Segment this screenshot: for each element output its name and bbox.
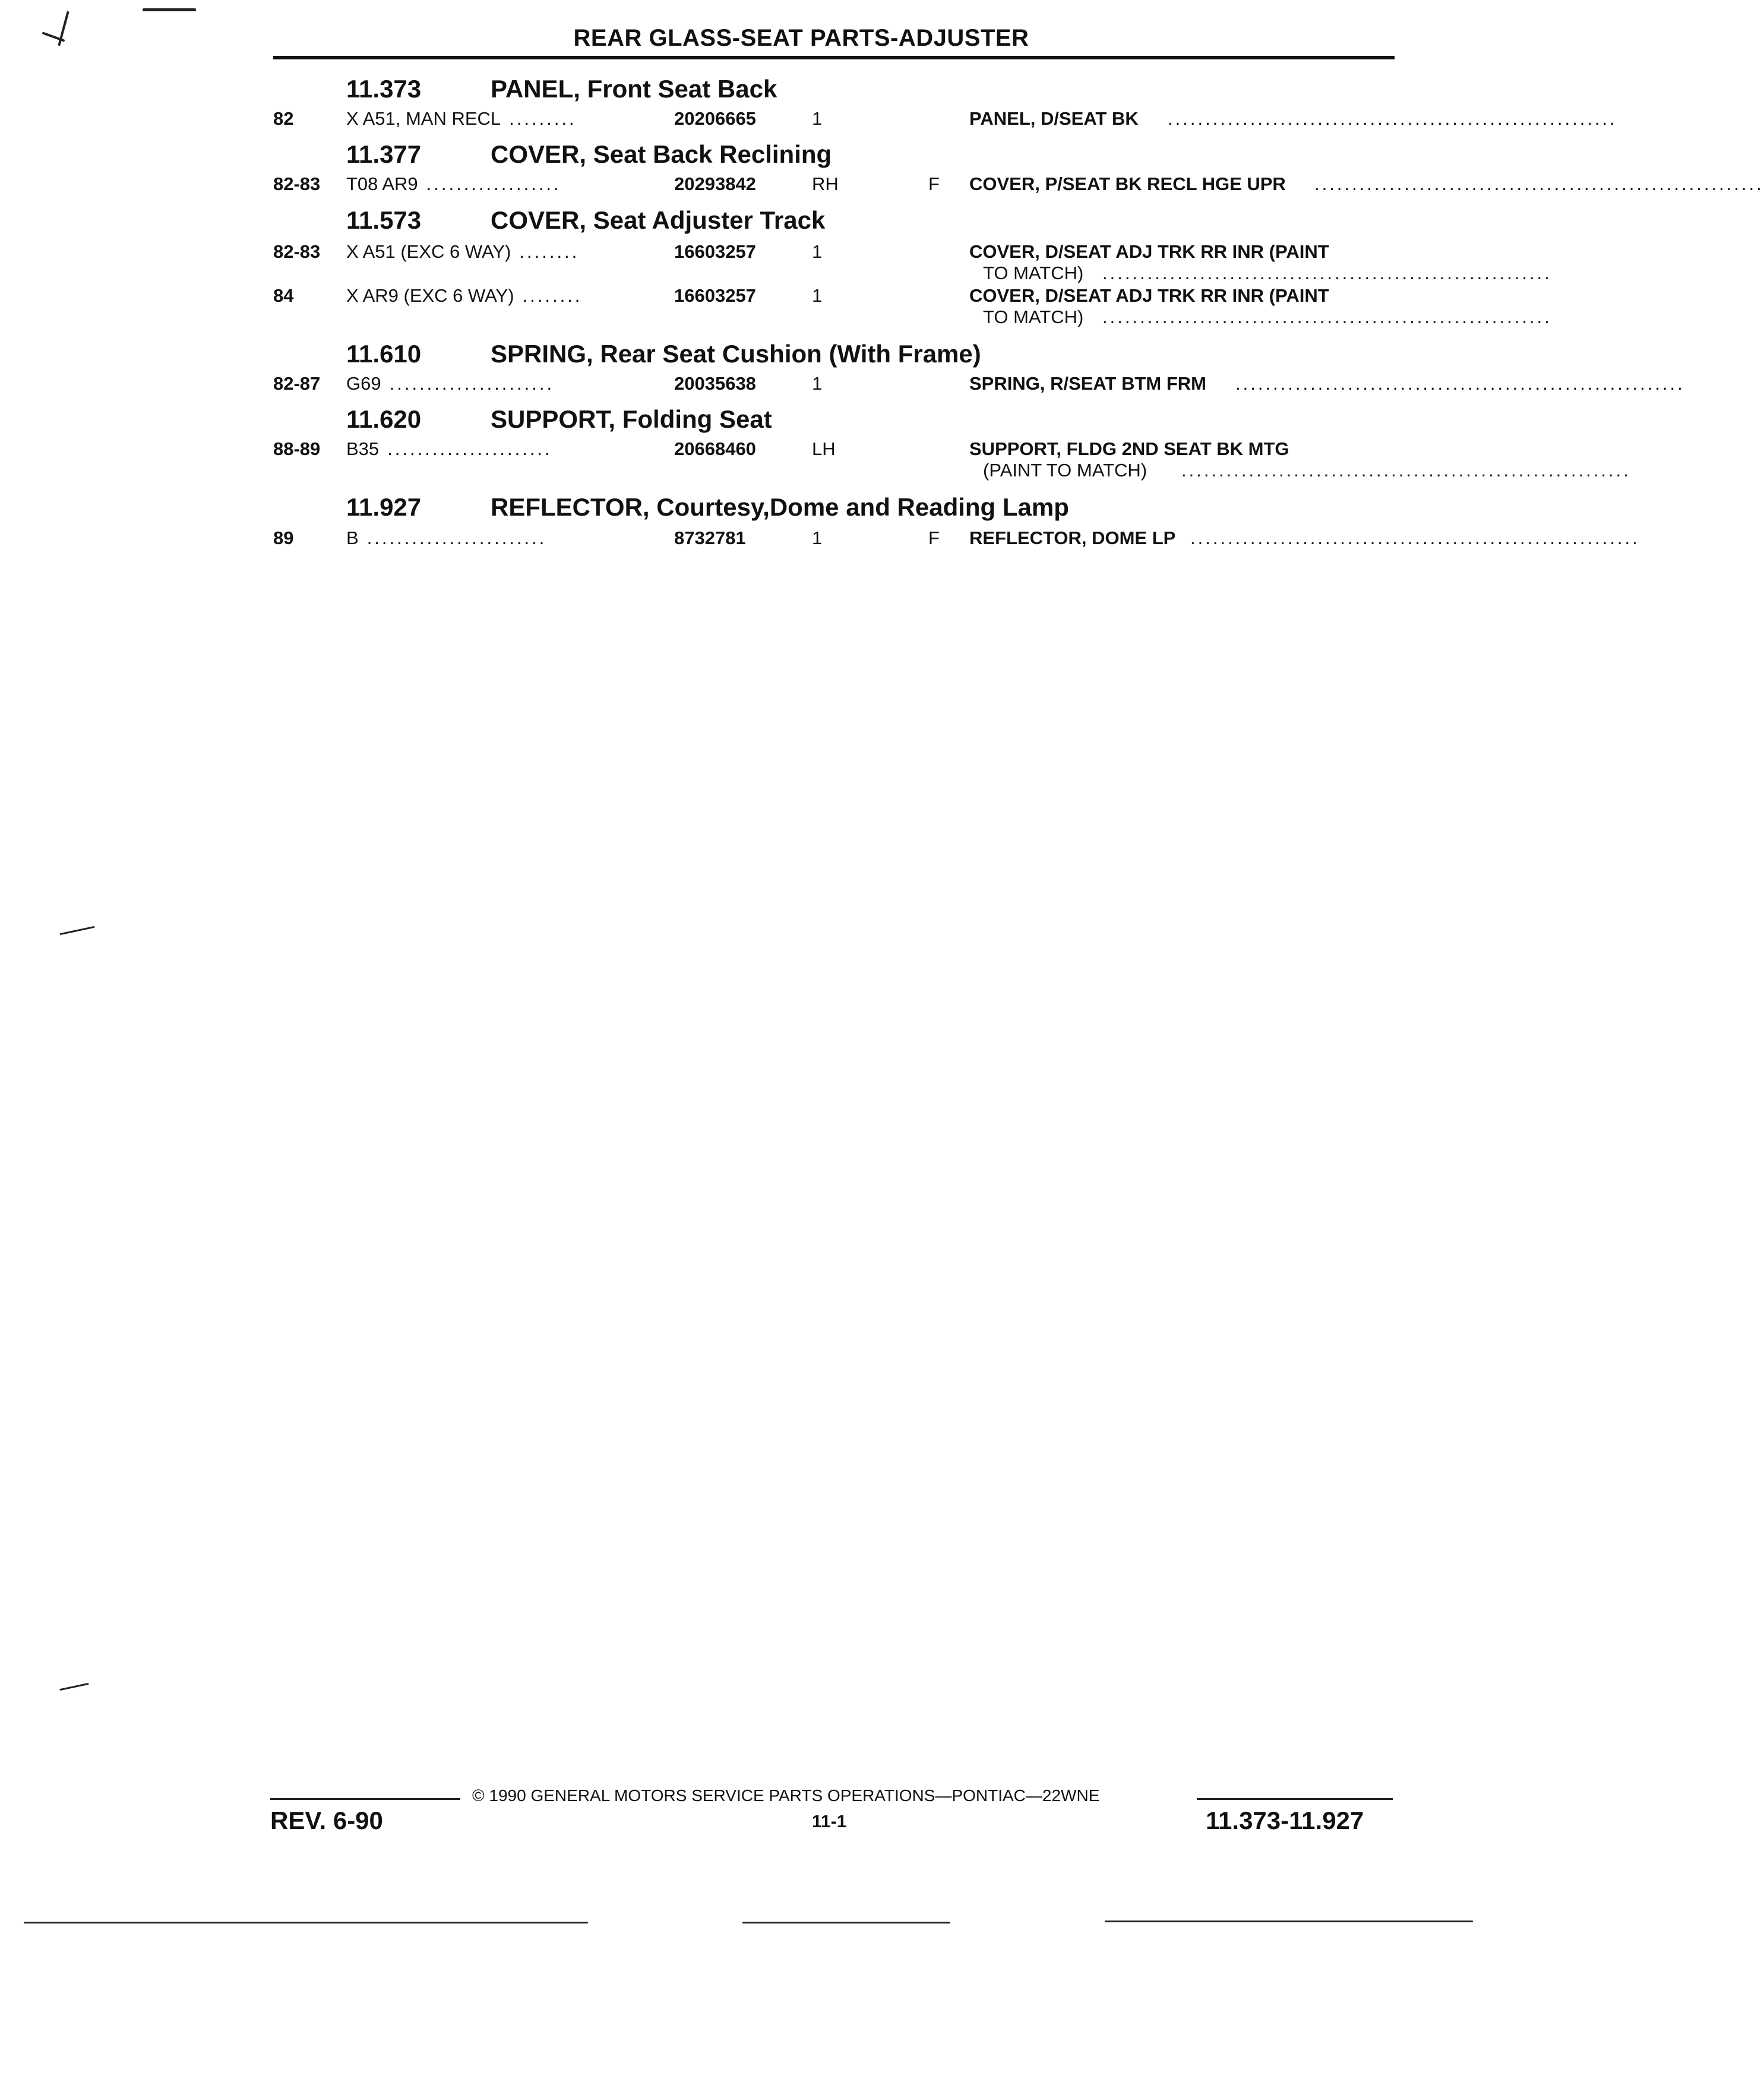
row-description: SPRING, R/SEAT BTM FRM (969, 373, 1206, 394)
section-number: 11.377 (346, 140, 422, 168)
scan-mark (59, 926, 94, 935)
row-years: 88-89 (273, 438, 321, 459)
row-model (346, 438, 661, 460)
row-part-number: 20035638 (674, 373, 756, 394)
footer-range: 11.373-11.927 (1206, 1806, 1364, 1834)
row-description: COVER, D/SEAT ADJ TRK RR INR (PAINT (969, 285, 1329, 306)
row-desc-leader: ............................................................ (1168, 108, 1617, 129)
row-description: PANEL, D/SEAT BK (969, 108, 1139, 129)
footer-copyright: © 1990 GENERAL MOTORS SERVICE PARTS OPERATIONS—PONTIAC—22WNE (472, 1786, 1100, 1805)
section-number: 11.373 (346, 75, 422, 103)
row-quantity: 1 (812, 108, 823, 129)
row-quantity: 1 (812, 528, 823, 548)
section-number: 11.620 (346, 405, 422, 433)
section-title: PANEL, Front Seat Back (491, 75, 777, 103)
row-model (346, 241, 661, 263)
row-model-text: B35 (346, 438, 380, 459)
section-number: 11.927 (346, 493, 422, 521)
section-title: COVER, Seat Adjuster Track (491, 206, 826, 234)
row-quantity: LH (812, 438, 836, 459)
row-years: 82-87 (273, 373, 321, 394)
row-flag: F (928, 528, 940, 548)
row-leader-dots: ...................... (389, 373, 555, 394)
row-model-text: T08 AR9 (346, 173, 418, 194)
scan-mark (59, 1683, 89, 1691)
row-description: SUPPORT, FLDG 2ND SEAT BK MTG (969, 438, 1289, 459)
section-number: 11.573 (346, 206, 422, 234)
row-description-cont: (PAINT TO MATCH) (983, 460, 1147, 481)
row-leader-dots: ......... (509, 108, 577, 129)
scan-mark (742, 1922, 950, 1923)
section-title: SUPPORT, Folding Seat (491, 405, 772, 433)
row-desc-leader: ............................................................ (1235, 373, 1685, 394)
row-description: COVER, D/SEAT ADJ TRK RR INR (PAINT (969, 241, 1329, 262)
row-leader-dots: ...................... (387, 438, 552, 459)
row-part-number: 20206665 (674, 108, 756, 129)
row-model-text: B (346, 528, 359, 548)
row-years: 89 (273, 528, 294, 548)
row-leader-dots: .................. (426, 173, 561, 194)
row-part-number: 8732781 (674, 528, 746, 548)
row-part-number: 16603257 (674, 285, 756, 306)
row-description-cont: TO MATCH) (983, 307, 1084, 327)
section-title: REFLECTOR, Courtesy,Dome and Reading Lamp (491, 493, 1069, 521)
row-quantity: RH (812, 173, 839, 194)
row-description: COVER, P/SEAT BK RECL HGE UPR (969, 173, 1286, 194)
row-quantity: 1 (812, 241, 823, 262)
row-model-text: X AR9 (EXC 6 WAY) (346, 285, 514, 306)
row-leader-dots: ........ (522, 285, 583, 306)
row-quantity: 1 (812, 373, 823, 394)
row-years: 84 (273, 285, 294, 306)
row-quantity: 1 (812, 285, 823, 306)
footer-rule-left (270, 1798, 460, 1800)
row-desc-leader: ............................................................ (1102, 263, 1552, 283)
row-part-number: 20293842 (674, 173, 756, 194)
row-desc-leader: ............................................................ (1102, 307, 1552, 327)
row-years: 82-83 (273, 173, 321, 194)
row-model (346, 528, 661, 549)
page-title: REAR GLASS-SEAT PARTS-ADJUSTER (573, 25, 1029, 51)
row-years: 82-83 (273, 241, 321, 262)
row-description: REFLECTOR, DOME LP (969, 528, 1176, 548)
row-part-number: 20668460 (674, 438, 756, 459)
row-flag: F (928, 173, 940, 194)
row-leader-dots: ........................ (366, 528, 547, 548)
scan-mark (24, 1922, 588, 1923)
row-model-text: X A51, MAN RECL (346, 108, 501, 129)
row-desc-leader: ............................................................ (1190, 528, 1640, 548)
footer-rule-right (1197, 1798, 1393, 1800)
row-model-text: G69 (346, 373, 381, 394)
scan-mark (1105, 1921, 1473, 1922)
header-rule (273, 56, 1395, 59)
section-number: 11.610 (346, 340, 422, 368)
row-years: 82 (273, 108, 294, 129)
row-desc-leader: ............................................................ (1314, 173, 1764, 194)
scan-mark (143, 8, 196, 11)
row-part-number: 16603257 (674, 241, 756, 262)
row-model (346, 285, 661, 307)
section-title: SPRING, Rear Seat Cushion (With Frame) (491, 340, 981, 368)
row-model (346, 173, 661, 195)
section-title: COVER, Seat Back Reclining (491, 140, 832, 168)
row-description-cont: TO MATCH) (983, 263, 1084, 283)
footer-page-number: 11-1 (812, 1812, 847, 1831)
row-desc-leader: ............................................................ (1181, 460, 1631, 481)
row-leader-dots: ........ (519, 241, 580, 262)
row-model-text: X A51 (EXC 6 WAY) (346, 241, 511, 262)
footer-revision: REV. 6-90 (270, 1806, 383, 1834)
row-model (346, 108, 661, 129)
row-model (346, 373, 661, 394)
